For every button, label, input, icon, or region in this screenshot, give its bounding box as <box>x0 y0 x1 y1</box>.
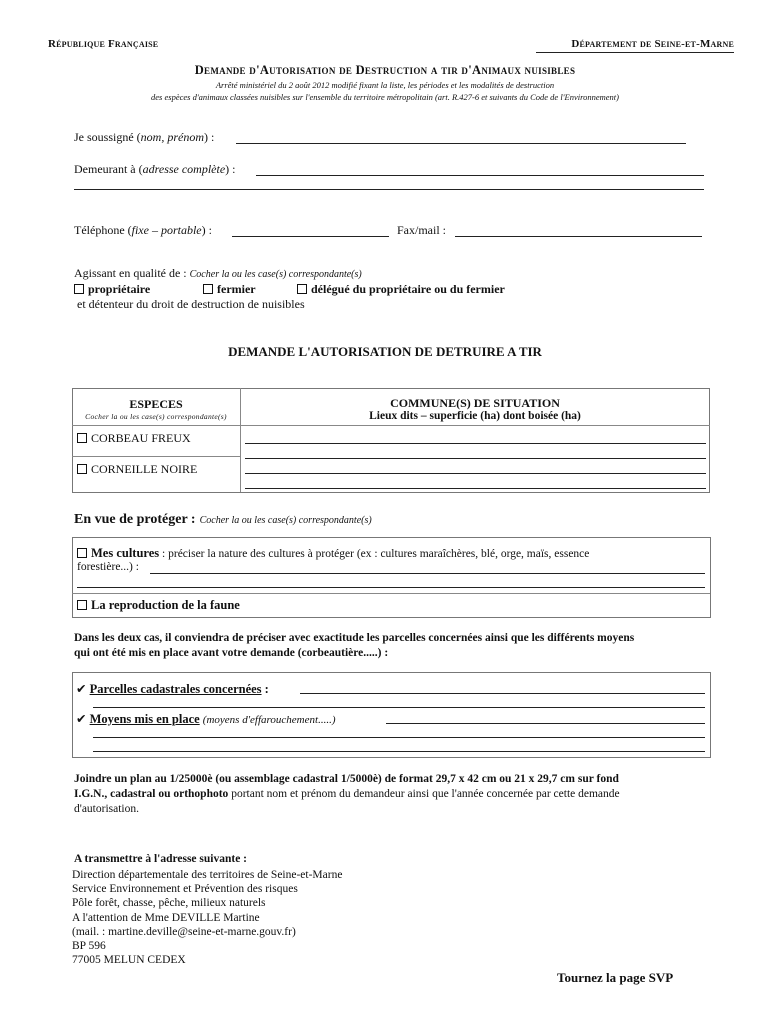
fax-label: Fax/mail : <box>397 223 446 237</box>
means-line-1[interactable] <box>386 723 705 724</box>
species-row-corbeau[interactable]: CORBEAU FREUX <box>77 431 191 446</box>
subtitle-line2: des espèces d'animaux classées nuisibles sur l'ensemble du territoire métropolitain (art. R.427-6 et suivants du Code de l'Environnement) <box>151 92 619 102</box>
protect-heading: En vue de protéger : Cocher la ou les case(s) correspondante(s) <box>74 512 372 527</box>
cultures-line-2[interactable] <box>77 587 705 588</box>
corbeau-checkbox[interactable] <box>77 433 87 443</box>
fauna-checkbox[interactable] <box>77 600 87 610</box>
header-left: République Française <box>48 38 159 50</box>
address-line: Pôle forêt, chasse, pêche, milieux naturels <box>72 897 266 910</box>
phone-input-line[interactable] <box>232 236 389 237</box>
commune-line-2[interactable] <box>245 458 706 459</box>
address-line: Service Environnement et Prévention des risques <box>72 883 298 896</box>
address-title: A transmettre à l'adresse suivante : <box>74 853 248 865</box>
cultures-text2: forestière...) : <box>77 561 139 573</box>
header-right: Département de Seine-et-Marne <box>571 38 734 50</box>
commune-line-4[interactable] <box>245 488 706 489</box>
capacity-label: Agissant en qualité de : Cocher la ou les case(s) correspondante(s) <box>74 266 362 280</box>
check-icon: ✔ <box>76 712 87 726</box>
address-line: BP 596 <box>72 940 106 953</box>
means-line-2[interactable] <box>93 737 705 738</box>
section-title: DEMANDE L'AUTORISATION DE DETRUIRE A TIR <box>228 344 542 359</box>
check-icon: ✔ <box>76 682 87 696</box>
name-input-line[interactable] <box>236 143 686 144</box>
species-row-corneille[interactable]: CORNEILLE NOIRE <box>77 462 197 477</box>
parcels-row: ✔ Parcelles cadastrales concernées : <box>76 682 269 696</box>
address-line: A l'attention de Mme DEVILLE Martine <box>72 911 260 924</box>
address-label: Demeurant à (adresse complète) : <box>74 162 236 176</box>
parcels-line-2[interactable] <box>93 707 705 708</box>
species-col-title: ESPECES <box>129 397 183 411</box>
farmer-checkbox[interactable] <box>203 284 213 294</box>
both-cases-line1: Dans les deux cas, il conviendra de préciser avec exactitude les parcelles concernées ainsi que les différents moyens <box>74 632 635 644</box>
means-line-3[interactable] <box>93 751 705 752</box>
commune-col-sub: Lieux dits – superficie (ha) dont boisée (ha) <box>369 410 581 422</box>
fauna-option[interactable]: La reproduction de la faune <box>77 598 240 613</box>
page-title: Demande d'Autorisation de Destruction a tir d'Animaux nuisibles <box>194 63 576 77</box>
protect-box-rule <box>72 593 710 594</box>
address-line: Direction départementale des territoires de Seine-et-Marne <box>72 869 343 881</box>
header-right-underline <box>536 52 734 53</box>
capacity-delegate[interactable]: délégué du propriétaire ou du fermier <box>297 282 505 297</box>
capacity-footer: et détenteur du droit de destruction de nuisibles <box>77 297 305 311</box>
commune-line-1[interactable] <box>245 443 706 444</box>
address-input-line-1[interactable] <box>256 175 704 176</box>
delegate-checkbox[interactable] <box>297 284 307 294</box>
both-cases-line2: qui ont été mis en place avant votre demande (corbeautière.....) : <box>74 647 389 659</box>
address-email[interactable]: (mail. : martine.deville@seine-et-marne.gouv.fr) <box>72 925 296 938</box>
commune-col-title: COMMUNE(S) DE SITUATION <box>390 396 560 410</box>
cultures-line-1[interactable] <box>150 573 705 574</box>
capacity-owner[interactable]: propriétaire <box>74 282 150 297</box>
join-plan-text: Joindre un plan au 1/25000è (ou assemblage cadastral 1/5000è) de format 29,7 x 42 cm ou 21 x 29,7 cm sur fond I.G.N., cadastral ou orthophoto portant nom et prénom du demandeur ainsi que l'année concernée par cette demande d'autorisation. <box>74 773 620 815</box>
name-label: Je soussigné (nom, prénom) : <box>74 130 215 144</box>
capacity-farmer[interactable]: fermier <box>203 282 256 297</box>
turn-page-note: Tournez la page SVP <box>557 970 674 985</box>
means-row: ✔ Moyens mis en place (moyens d'effarouchement.....) <box>76 712 336 726</box>
species-col-hint: Cocher la ou les case(s) correspondante(s) <box>85 412 227 421</box>
fax-input-line[interactable] <box>455 236 702 237</box>
commune-line-3[interactable] <box>245 473 706 474</box>
parcels-line-1[interactable] <box>300 693 705 694</box>
cultures-option[interactable]: Mes cultures : préciser la nature des cultures à protéger (ex : cultures maraîchères, blé, orge, maïs, essence <box>77 546 589 561</box>
phone-label: Téléphone (fixe – portable) : <box>74 223 212 237</box>
corneille-checkbox[interactable] <box>77 464 87 474</box>
species-table-row-rule <box>72 456 241 457</box>
subtitle-line1: Arrêté ministériel du 2 août 2012 modifié fixant la liste, les périodes et les modalités de destruction <box>215 80 555 90</box>
address-block <box>72 868 342 967</box>
owner-checkbox[interactable] <box>74 284 84 294</box>
species-table-header-rule <box>72 425 710 426</box>
address-input-line-2[interactable] <box>74 189 704 190</box>
address-line: 77005 MELUN CEDEX <box>72 954 186 967</box>
cultures-checkbox[interactable] <box>77 548 87 558</box>
